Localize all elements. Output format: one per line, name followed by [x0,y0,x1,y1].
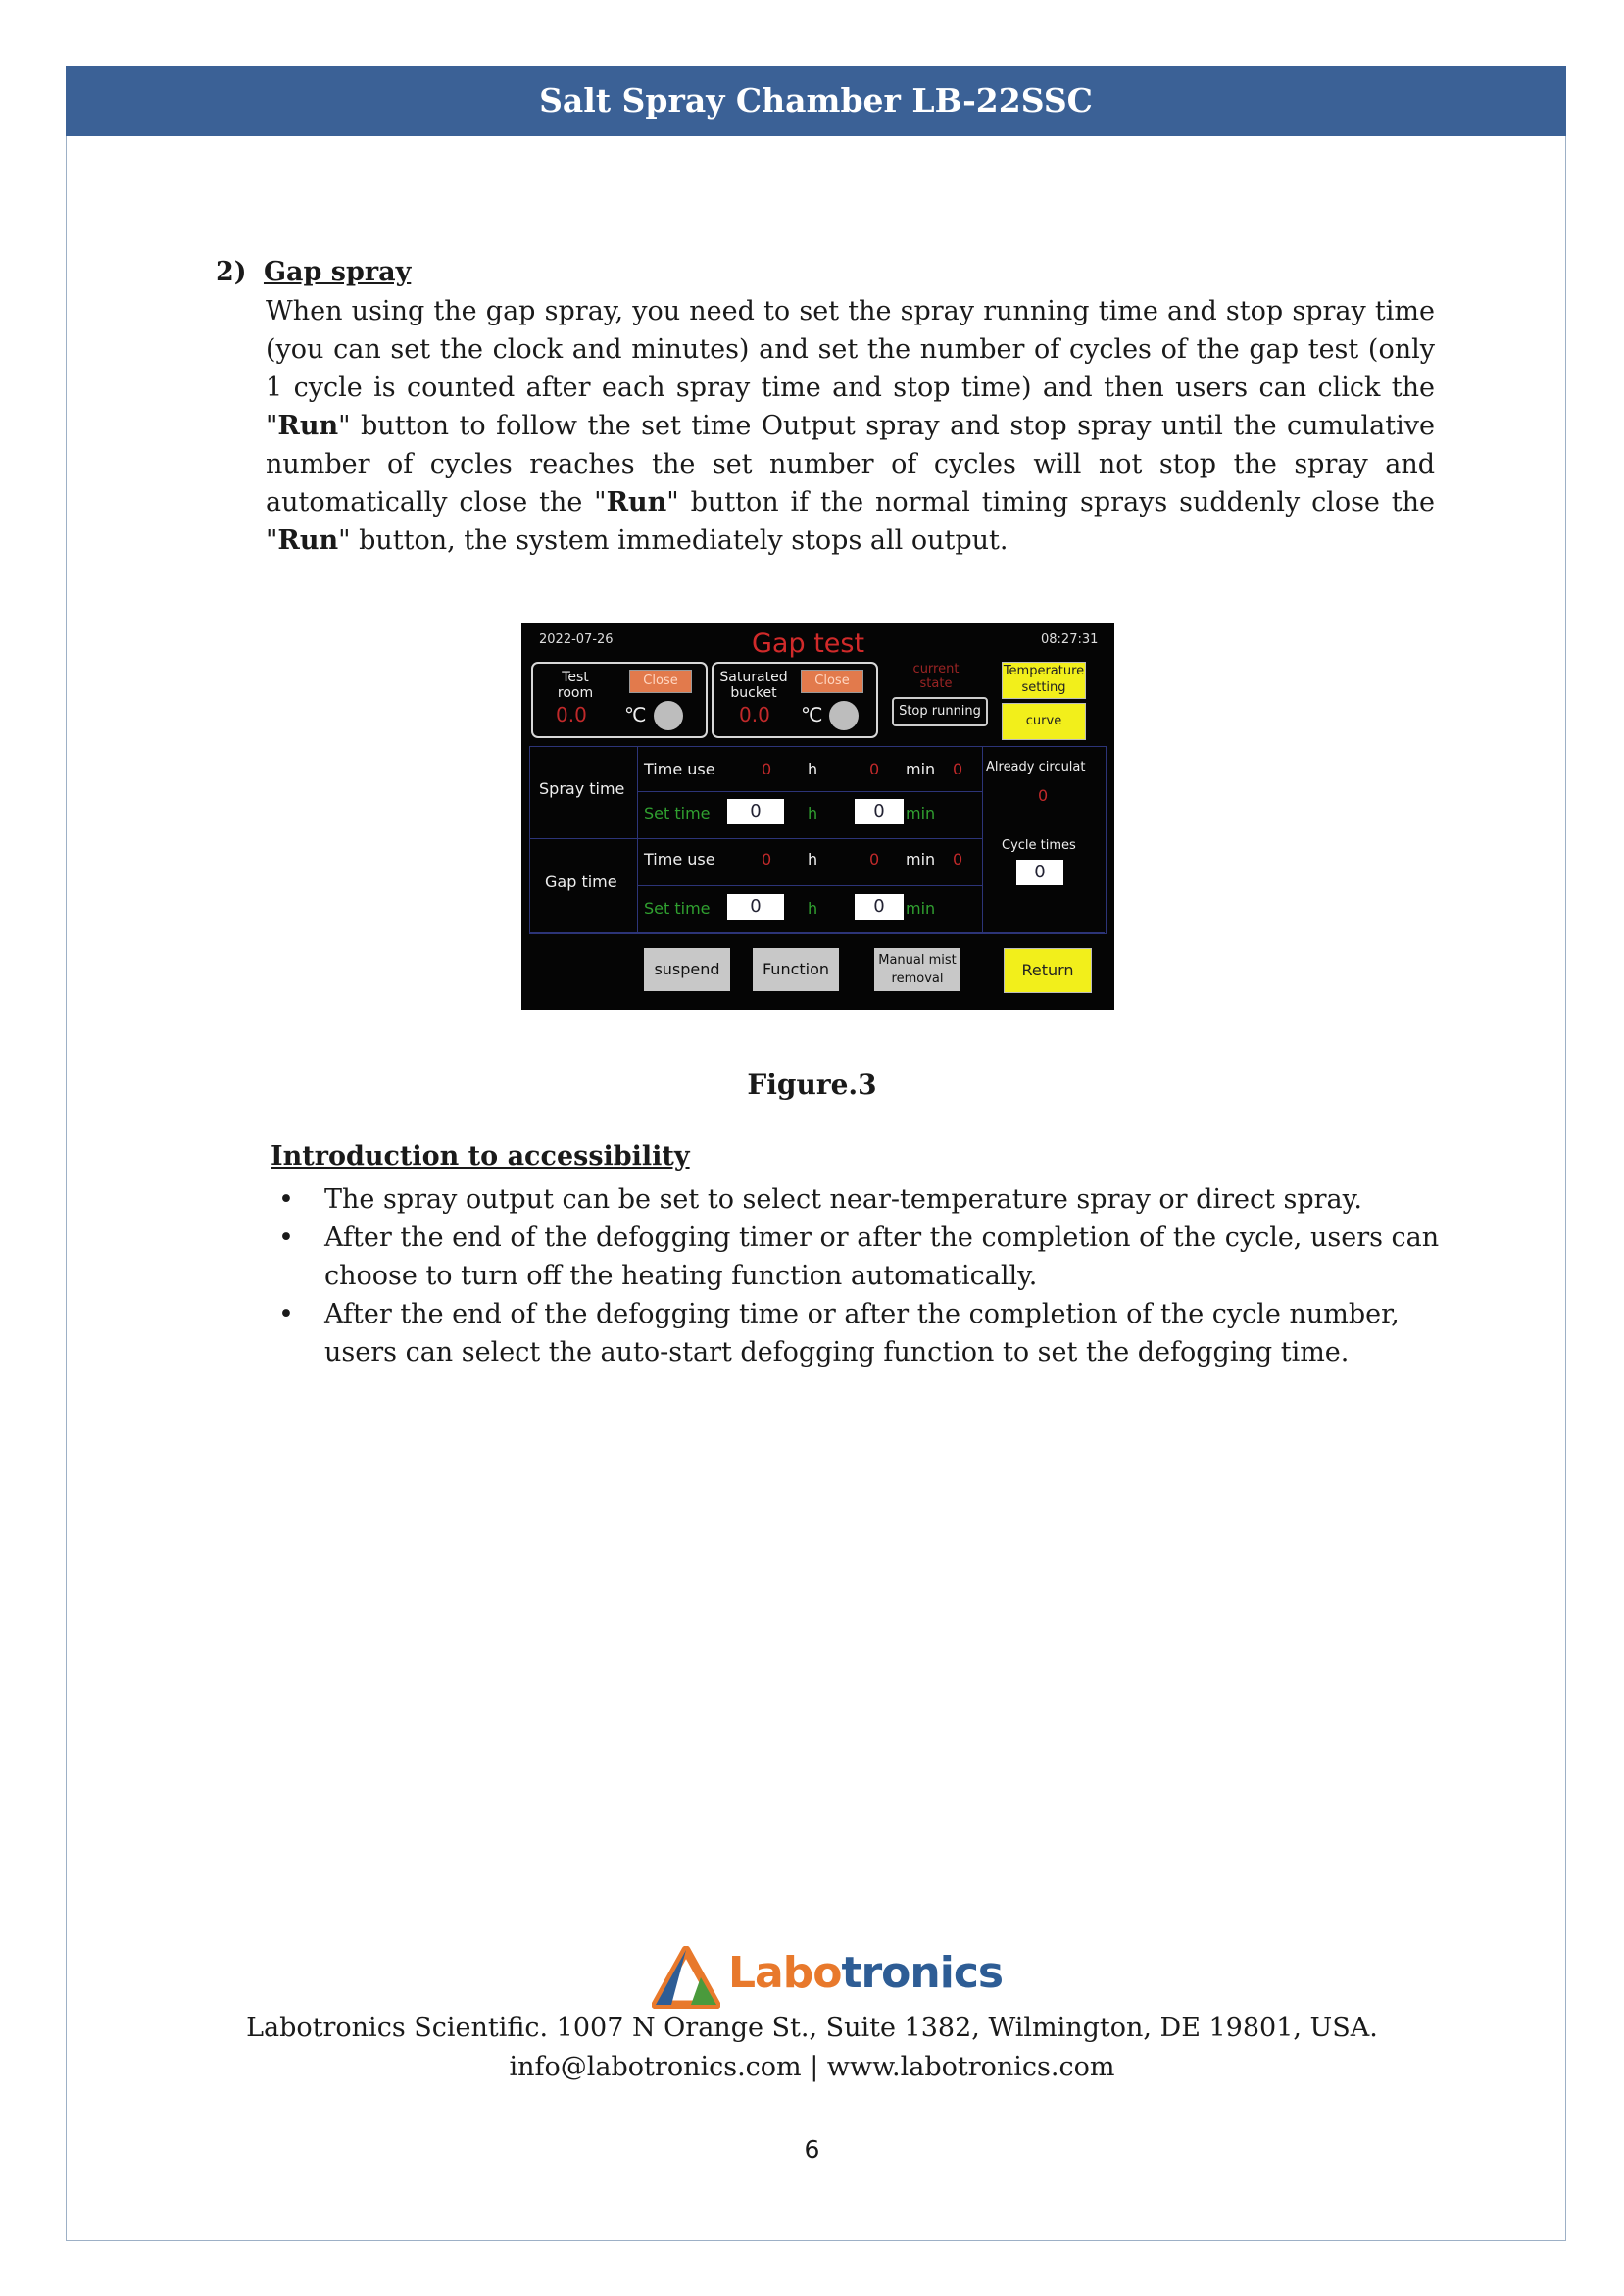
degree-unit: ℃ [624,703,647,726]
grid-line [637,746,638,932]
temperature-setting-button[interactable]: Temperature setting [1002,662,1086,699]
figure-caption: Figure.3 [747,1069,877,1101]
footer-contact: info@labotronics.com | www.labotronics.com [509,2052,1115,2082]
grid-line [637,791,983,792]
hours-unit: h [808,804,818,823]
already-circulated-label: Already circulat [986,760,1086,774]
para-text: " button, the system immediately stops all output. [338,525,1009,556]
intro-bullet-list [271,1180,1476,1372]
cycle-times-label: Cycle times [1002,838,1076,853]
set-time-label: Set time [644,899,711,918]
list-item [271,1180,1476,1219]
minutes-unit: min [906,760,936,778]
test-room-temp: 0.0 [556,703,587,726]
suspend-button[interactable]: suspend [644,948,730,991]
para-text: " button if the normal timing sprays suddenly close the " [266,487,1435,556]
bucket-label: Saturated bucket [719,670,788,701]
logo-part-1: Labo [728,1948,842,1998]
bullet-icon: • [278,1184,294,1215]
time-use-label: Time use [644,760,715,778]
degree-unit: ℃ [801,703,823,726]
run-keyword: Run [277,411,339,441]
grid-line [637,885,983,886]
spray-set-minutes-field[interactable]: 0 [855,799,904,824]
bullet-text: After the end of the defogging time or after the completion of the cycle number, users can select the auto-start defogging function to set the defogging time. [324,1299,1400,1368]
spray-use-seconds: 0 [953,760,963,778]
footer-address: Labotronics Scientific. 1007 N Orange St., Suite 1382, Wilmington, DE 19801, USA. [246,2013,1378,2043]
gap-test-screenshot [521,623,1114,1010]
grid-line [529,838,983,839]
grid-line [982,746,983,932]
test-room-label: Test room [557,670,594,701]
function-button[interactable]: Function [753,948,839,991]
bullet-text: After the end of the defogging timer or after the completion of the cycle, users can choose to turn off the heating function automatically. [324,1223,1440,1291]
bullet-icon: • [278,1299,294,1329]
bullet-icon: • [278,1223,294,1253]
gap-time-label: Gap time [545,873,617,891]
run-keyword: Run [606,487,667,518]
para-text: " button to follow the set time Output spray and stop spray until the cumulative number of cycles reaches the set number of cycles will not stop the spray and automatically close the " [266,411,1435,518]
gap-spray-paragraph [266,292,1435,560]
gap-use-seconds: 0 [953,850,963,869]
minutes-unit: min [906,850,936,869]
hours-unit: h [808,760,818,778]
gap-set-hours-field[interactable]: 0 [727,894,784,920]
bucket-temp: 0.0 [739,703,770,726]
time-use-label: Time use [644,850,715,869]
section-number: 2) [216,257,247,287]
spray-set-hours-field[interactable]: 0 [727,799,784,824]
grid-line [529,932,1105,933]
already-circulated-value: 0 [1038,786,1049,805]
hmi-clock: 08:27:31 [1041,632,1099,647]
list-item [271,1295,1476,1372]
list-item [271,1219,1476,1295]
gap-use-hours: 0 [762,850,772,869]
manual-mist-removal-button[interactable]: Manual mist removal [874,948,960,991]
section-title: Gap spray [263,257,412,287]
spray-use-hours: 0 [762,760,772,778]
bullet-text: The spray output can be set to select near-temperature spray or direct spray. [324,1184,1362,1215]
cycle-times-field[interactable]: 0 [1016,860,1063,885]
para-text: When using the gap spray, you need to set the spray running time and stop spray time (you can set the clock and minutes) and set the number of cycles of the gap test (only 1 cycle is counted after each spray time and stop time) and then users can click the " [266,296,1435,441]
set-time-label: Set time [644,804,711,823]
stop-running-status: Stop running [892,697,988,726]
logo-wordmark [728,1948,1003,1998]
run-keyword: Run [277,525,339,556]
page-header: Salt Spray Chamber LB-22SSC [66,66,1566,136]
page-number: 6 [804,2135,820,2164]
hmi-date: 2022-07-26 [539,632,614,647]
gap-use-minutes: 0 [869,850,880,869]
bucket-close-button[interactable]: Close [801,670,863,693]
curve-button[interactable]: curve [1002,703,1086,740]
test-room-indicator-icon [654,701,683,730]
spray-time-label: Spray time [539,779,625,798]
intro-heading: Introduction to accessibility [271,1141,690,1172]
triangle-logo-icon [652,1946,720,2009]
test-room-close-button[interactable]: Close [629,670,692,693]
hours-unit: h [808,899,818,918]
gap-set-minutes-field[interactable]: 0 [855,894,904,920]
hours-unit: h [808,850,818,869]
return-button[interactable]: Return [1004,948,1092,993]
section-heading [216,257,411,287]
current-state-label: current state [912,662,960,691]
minutes-unit: min [906,899,936,918]
minutes-unit: min [906,804,936,823]
labotronics-logo [652,1946,1004,2011]
logo-part-2: tronics [841,1948,1004,1998]
spray-use-minutes: 0 [869,760,880,778]
hmi-title: Gap test [752,628,865,659]
bucket-indicator-icon [829,701,859,730]
